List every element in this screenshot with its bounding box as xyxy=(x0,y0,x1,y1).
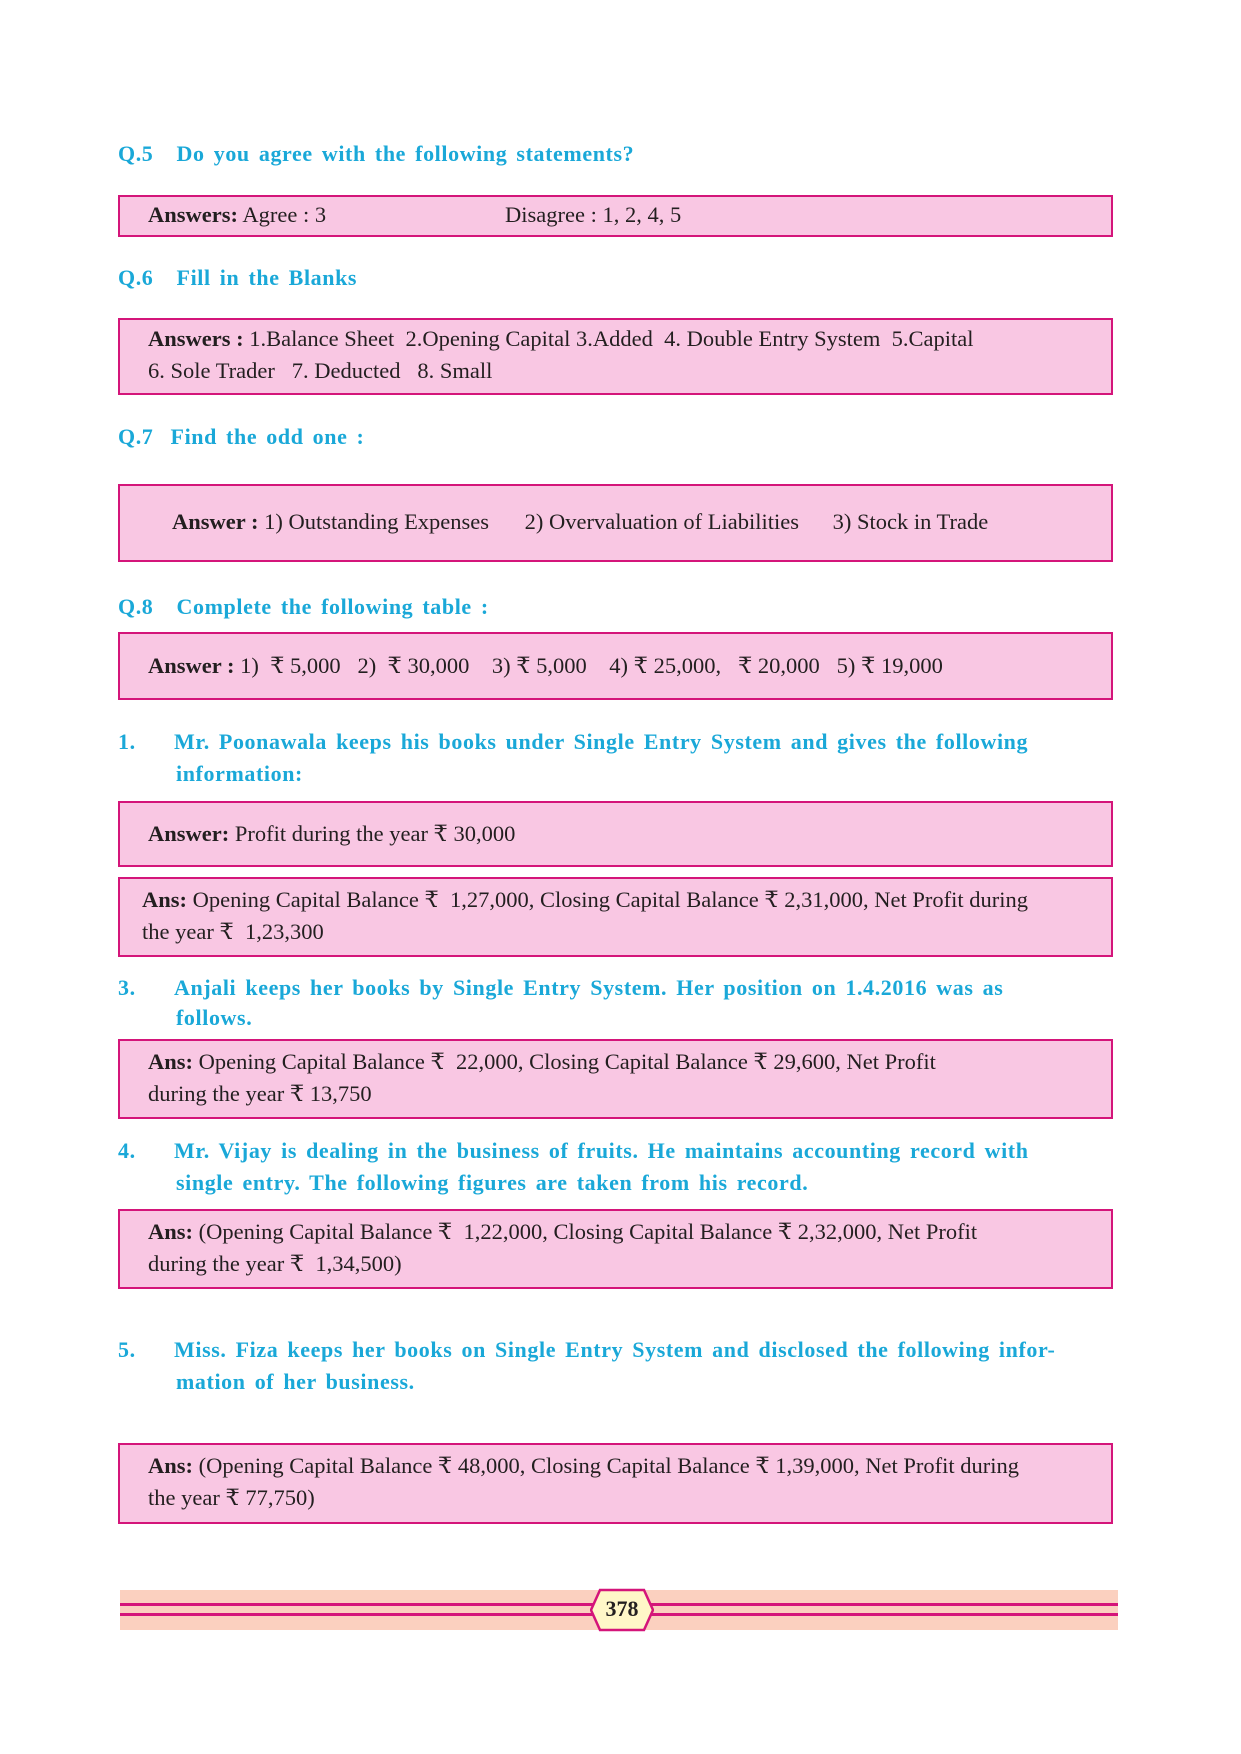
p5-ans-line1: (Opening Capital Balance ₹ 48,000, Closing Capital Balance ₹ 1,39,000, Net Profit during xyxy=(198,1453,1020,1478)
p4-line1-row xyxy=(148,1216,1083,1248)
p5-answer-label: Ans: xyxy=(148,1453,194,1478)
q8-item-3: 3) ₹ 5,000 xyxy=(491,653,587,678)
p1-answer-text: Profit during the year ₹ 30,000 xyxy=(234,821,516,846)
q7-heading xyxy=(118,421,364,453)
q7-item-2: 2) Overvaluation of Liabilities xyxy=(524,509,799,534)
q6-line2: 6. Sole Trader 7. Deducted 8. Small xyxy=(148,358,493,383)
p2-answer-label: Ans: xyxy=(142,887,188,912)
p5-answer-box xyxy=(118,1443,1113,1524)
p2-line1-row xyxy=(142,884,1095,916)
p4-ans-line1: (Opening Capital Balance ₹ 1,22,000, Closing Capital Balance ₹ 2,32,000, Net Profit xyxy=(198,1219,978,1244)
q8-item-1: 1) ₹ 5,000 xyxy=(240,653,341,678)
q8-heading xyxy=(118,591,489,623)
q7-title: Find the odd one : xyxy=(170,424,365,449)
p2-answer-box xyxy=(118,877,1113,957)
q5-agree: Agree : 3 xyxy=(242,202,327,227)
page-number-badge xyxy=(590,1588,654,1632)
p5-heading xyxy=(118,1334,1108,1398)
p4-ans-line2: during the year ₹ 1,34,500) xyxy=(148,1251,402,1276)
q5-number: Q.5 xyxy=(118,141,154,166)
p4-number: 4. xyxy=(118,1138,136,1163)
p3-answer-label: Ans: xyxy=(148,1049,194,1074)
q8-answer-box xyxy=(118,632,1113,700)
p3-ans-line1: Opening Capital Balance ₹ 22,000, Closing Capital Balance ₹ 29,600, Net Profit xyxy=(198,1049,936,1074)
p4-line1: Mr. Vijay is dealing in the business of fruits. He maintains accounting record with xyxy=(174,1138,1029,1163)
p4-line2: single entry. The following figures are taken from his record. xyxy=(176,1170,809,1195)
p1-heading xyxy=(118,726,1108,790)
q8-item-4: 4) ₹ 25,000, ₹ 20,000 xyxy=(609,653,820,678)
p3-number: 3. xyxy=(118,975,136,1000)
p4-answer-label: Ans: xyxy=(148,1219,194,1244)
p4-heading xyxy=(118,1135,1108,1199)
q5-heading xyxy=(118,138,634,170)
q8-title: Complete the following table : xyxy=(176,594,489,619)
q7-number: Q.7 xyxy=(118,424,154,449)
p5-ans-line2: the year ₹ 77,750) xyxy=(148,1485,315,1510)
q5-answer-box xyxy=(118,195,1113,237)
p3-line1-row xyxy=(148,1046,1083,1078)
p1-line2: information: xyxy=(176,761,303,786)
p1-answer-row xyxy=(148,818,515,850)
q7-answer-box xyxy=(118,484,1113,562)
q7-item-1: 1) Outstanding Expenses xyxy=(264,509,490,534)
p5-line1: Miss. Fiza keeps her books on Single Entry System and disclosed the following infor- xyxy=(174,1337,1056,1362)
q8-number: Q.8 xyxy=(118,594,154,619)
q5-title: Do you agree with the following statements? xyxy=(176,141,635,166)
p2-line2: the year ₹ 1,23,300 xyxy=(142,919,324,944)
q7-answer-row xyxy=(172,506,988,538)
p5-line1-row xyxy=(148,1450,1083,1482)
q6-answer-box xyxy=(118,318,1113,395)
q5-answer-label: Answers: xyxy=(148,202,238,227)
q8-answer-label: Answer : xyxy=(148,653,235,678)
p3-ans-line2: during the year ₹ 13,750 xyxy=(148,1081,372,1106)
p5-line2: mation of her business. xyxy=(176,1369,415,1394)
q6-number: Q.6 xyxy=(118,265,154,290)
p1-line1: Mr. Poonawala keeps his books under Single Entry System and gives the following xyxy=(174,729,1029,754)
q8-answer-row xyxy=(148,650,943,682)
p4-answer-box xyxy=(118,1209,1113,1289)
p1-number: 1. xyxy=(118,729,136,754)
p2-line1: Opening Capital Balance ₹ 1,27,000, Closing Capital Balance ₹ 2,31,000, Net Profit during xyxy=(192,887,1029,912)
p1-answer-box xyxy=(118,801,1113,867)
q6-line1-row xyxy=(148,323,1083,355)
q6-answer-label: Answers : xyxy=(148,326,244,351)
p3-answer-box xyxy=(118,1039,1113,1119)
q5-disagree: Disagree : 1, 2, 4, 5 xyxy=(505,202,682,227)
p5-number: 5. xyxy=(118,1337,136,1362)
q7-item-3: 3) Stock in Trade xyxy=(832,509,989,534)
q8-item-5: 5) ₹ 19,000 xyxy=(836,653,943,678)
q6-heading xyxy=(118,262,357,294)
page-number: 378 xyxy=(605,1596,639,1621)
p3-heading xyxy=(118,973,1108,1033)
p3-line1: Anjali keeps her books by Single Entry System. Her position on 1.4.2016 was as xyxy=(174,975,1004,1000)
q8-item-2: 2) ₹ 30,000 xyxy=(357,653,470,678)
q6-title: Fill in the Blanks xyxy=(176,265,358,290)
p3-line2: follows. xyxy=(176,1005,253,1030)
q6-line1: 1.Balance Sheet 2.Opening Capital 3.Added 4. Double Entry System 5.Capital xyxy=(249,326,974,351)
p1-answer-label: Answer: xyxy=(148,821,230,846)
q7-answer-label: Answer : xyxy=(172,509,259,534)
